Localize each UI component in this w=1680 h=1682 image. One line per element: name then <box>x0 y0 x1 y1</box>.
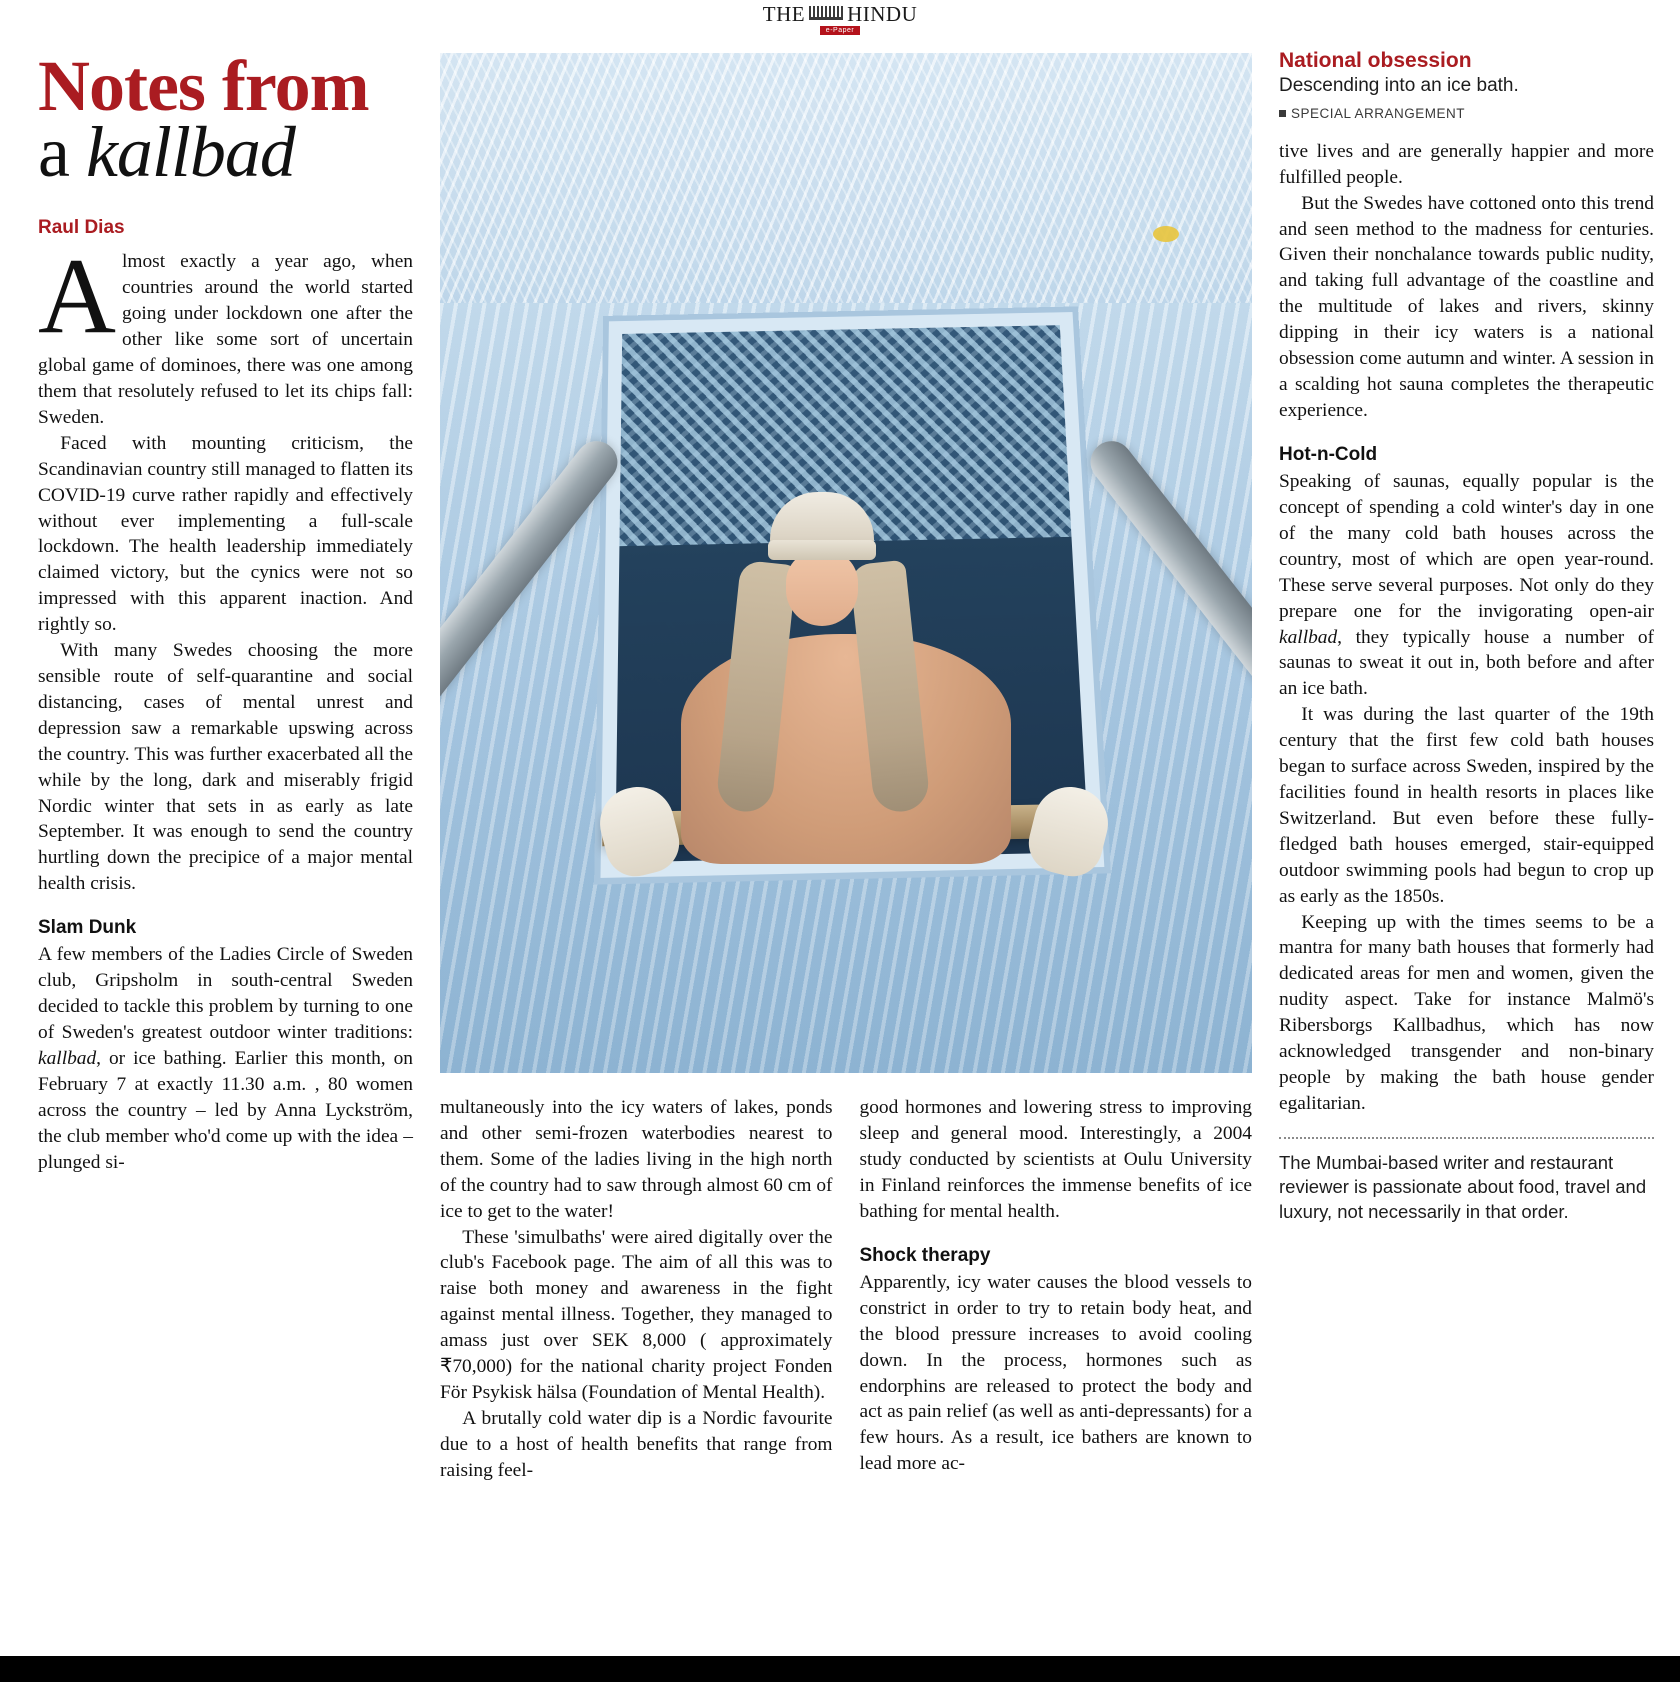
paragraph: But the Swedes have cottoned onto this trend and seen method to the madness for centuries. Given their nonchalance towards public nudity, and taking full advantage of the coastline and the multitude of lakes and rivers, skinny dipping in their icy waters is a national obsession come autumn and winter. A session in a scalding hot sauna completes the therapeutic experience. <box>1279 192 1654 421</box>
paragraph: It was during the last quarter of the 19th century that the first few cold bath houses began to surface across Sweden, inspired by the facilities found in health resorts in places like Switzerland. But even before these fully-fledged bath houses emerged, stair-equipped outdoor swimming pools had begun to crop up as early as the 1850s. <box>1279 704 1654 907</box>
paragraph: good hormones and lowering stress to improving sleep and general mood. Interestingly, a 2004 study conducted by scientists at Oulu University in Finland reinforces the immense benefits of ice bathing for mental health. <box>859 1097 1252 1222</box>
hot-cold-text-b: , they typically house a number of saunas to sweat it out in, both before and after an ice bath. <box>1279 626 1654 700</box>
author-note: The Mumbai-based writer and restaurant reviewer is passionate about food, travel and luxury, not necessarily in that order. <box>1279 1151 1647 1222</box>
masthead-the: THE <box>762 2 806 26</box>
epaper-badge: e-Paper <box>820 26 860 35</box>
column-1-body <box>38 237 413 1175</box>
caption-credit-text: SPECIAL ARRANGEMENT <box>1291 105 1466 121</box>
paragraph: A brutally cold water dip is a Nordic favourite due to a host of health benefits that range from raising feel- <box>440 1407 833 1481</box>
caption-credit <box>1279 106 1654 121</box>
paragraph: tive lives and are generally happier and more fulfilled people. <box>1279 140 1654 188</box>
paragraph: Faced with mounting criticism, the Scandinavian country still managed to flatten its COVID-19 curve rather rapidly and effectively without ever implementing a full-scale lockdown. The health leadership immediately claimed victory, but the cynics were not so impressed with this apparent inaction. And rightly so. <box>38 432 413 636</box>
column-2-body <box>440 1095 833 1484</box>
epaper-badge-wrap <box>0 26 1680 35</box>
column-1 <box>38 39 413 1484</box>
subhead-slam-dunk: Slam Dunk <box>38 917 137 939</box>
bullet-square-icon <box>1279 110 1286 117</box>
hot-cold-italic: kallbad <box>1279 626 1338 648</box>
caption-kicker: National obsession <box>1279 49 1472 72</box>
headline-line-1: Notes from <box>38 46 369 126</box>
headline-line-2 <box>38 112 413 193</box>
column-4 <box>1279 39 1654 1484</box>
bather-face <box>786 550 858 626</box>
paragraph <box>38 942 413 1175</box>
paragraph: Keeping up with the times seems to be a mantra for many bath houses that formerly had dedicated areas for men and women, given the nudity aspect. Take for instance Malmö's Ribersborgs Kallbadhus, which has now acknowledged transgender and non-binary people by making the bath house gender egalitarian. <box>1279 911 1654 1114</box>
byline-author: Raul Dias <box>38 217 125 239</box>
paragraph: Apparently, icy water causes the blood vessels to constrict in order to try to retain body heat, and the blood pressure increases to avoid cooling down. In the process, hormones such as endorphins are released to protect the body and act as pain relief (as well as anti-depressants) for a few hours. As a result, ice bathers are known to lead more ac- <box>859 1271 1252 1475</box>
headline-line-2-plain: a <box>38 112 86 193</box>
paragraph: These 'simulbaths' were aired digitally over the club's Facebook page. The aim of all this was to raise both money and awareness in the fight against mental illness. Together, they managed to amass just over SEK 8,000 ( approximately ₹70,000) for the national charity project Fonden För Psykisk hälsa (Foundation of Mental Health). <box>440 1226 833 1403</box>
paragraph <box>1279 469 1654 702</box>
paragraph: Almost exactly a year ago, when countries around the world started going under lockdown one after the other like some sort of uncertain global game of dominoes, there was one among them that resolutely refused to let its chips fall: Sweden. <box>38 237 413 428</box>
page-title <box>38 46 413 193</box>
slam-dunk-italic: kallbad <box>38 1048 97 1070</box>
knit-beanie-brim <box>768 540 876 560</box>
column-2-3-wrap <box>440 39 1252 1484</box>
column-3-body <box>860 1095 1253 1484</box>
slam-dunk-text-b: , or ice bathing. Earlier this month, on February 7 at exactly 11.30 a.m. , 80 women across the country – led by Anna Lyckström, the club member who'd come up with the idea – plunged si- <box>38 1048 413 1173</box>
subhead-shock-therapy: Shock therapy <box>859 1244 991 1266</box>
column-4-body <box>1279 139 1654 1117</box>
paragraph: multaneously into the icy waters of lakes, ponds and other semi-frozen waterbodies nearest to them. Some of the ladies living in the high north of the country had to saw through almost 60 cm of ice to get to the water! <box>440 1097 833 1222</box>
paragraph: With many Swedes choosing the more sensible route of self-quarantine and social distancing, cases of mental unrest and depression saw a remarkable upswing across the country. This was further exacerbated all the while by the long, dark and miserably frigid Nordic winter that sets in as early as late September. It was enough to send the country hurtling down the precipice of a major mental health crisis. <box>38 640 413 895</box>
divider-dotted <box>1279 1137 1654 1139</box>
bather-head <box>770 492 874 612</box>
photo-background <box>440 53 1252 1073</box>
masthead-hindu: HINDU <box>847 2 918 26</box>
hot-cold-text-a: Speaking of saunas, equally popular is the concept of spending a cold winter's day in one of the many cold bath houses across the country, most of which are open year-round. These serve several purposes. Not only do they prepare one for the invigorating open-air <box>1279 471 1654 622</box>
ice-bath-photo <box>440 53 1252 1073</box>
slam-dunk-text-a: A few members of the Ladies Circle of Sweden club, Gripsholm in south-central Sweden decided to tackle this problem by turning to one of Sweden's greatest outdoor winter traditions: <box>38 944 413 1044</box>
headline-line-2-italic: kallbad <box>85 112 295 193</box>
caption-text: Descending into an ice bath. <box>1279 75 1519 96</box>
footer-bar <box>0 1656 1680 1682</box>
subhead-hot-n-cold: Hot-n-Cold <box>1279 443 1378 465</box>
article-page <box>0 35 1680 1484</box>
continuation-columns <box>440 1095 1252 1484</box>
masthead-logo[interactable] <box>763 2 917 27</box>
hindu-temple-ornament-icon <box>809 6 843 20</box>
